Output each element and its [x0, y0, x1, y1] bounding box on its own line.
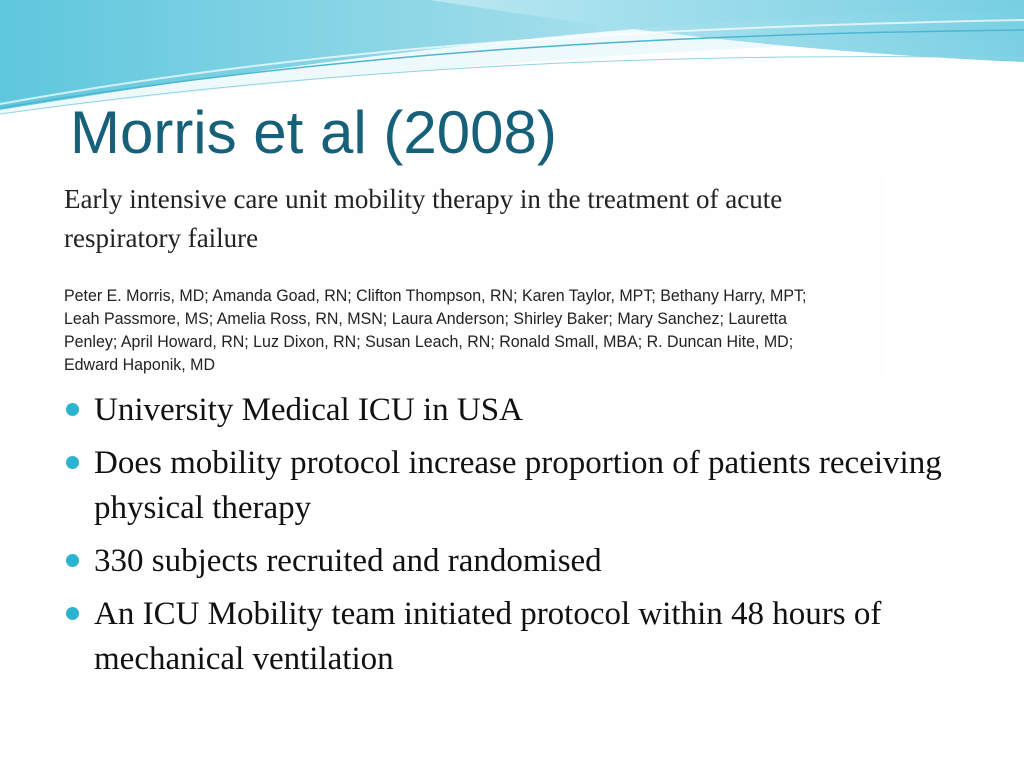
slide-title: Morris et al (2008): [70, 99, 557, 166]
article-header-clipping: [58, 176, 884, 380]
bullet-dot-icon: [66, 607, 79, 620]
article-authors: Peter E. Morris, MD; Amanda Goad, RN; Clifton Thompson, RN; Karen Taylor, MPT; Bethany Harry, MPT; Leah Passmore, MS; Amelia Ross, RN, MSN; Laura Anderson; Shirley Baker; Mary Sanchez; Lauretta Penley; April Howard, RN; Luz Dixon, RN; Susan Leach, RN; Ronald Small, MBA; R. Duncan Hite, MD; Edward Haponik, MD: [64, 286, 807, 374]
bullet-item: [66, 441, 996, 531]
bullet-dot-icon: [66, 456, 79, 469]
bullet-text: 330 subjects recruited and randomised: [94, 543, 602, 579]
bullet-dot-icon: [66, 403, 79, 416]
bullet-item: [66, 388, 996, 433]
bullet-item: [66, 592, 996, 682]
bullet-text: University Medical ICU in USA: [94, 392, 523, 428]
bullet-text: An ICU Mobility team initiated protocol within 48 hours of mechanical ventilation: [94, 596, 882, 677]
bullet-dot-icon: [66, 554, 79, 567]
bullet-item: [66, 539, 996, 584]
bullet-text: Does mobility protocol increase proportion of patients receiving physical therapy: [94, 445, 942, 526]
bullet-list: [66, 388, 996, 690]
article-title: Early intensive care unit mobility therapy in the treatment of acute respiratory failure: [64, 184, 783, 253]
